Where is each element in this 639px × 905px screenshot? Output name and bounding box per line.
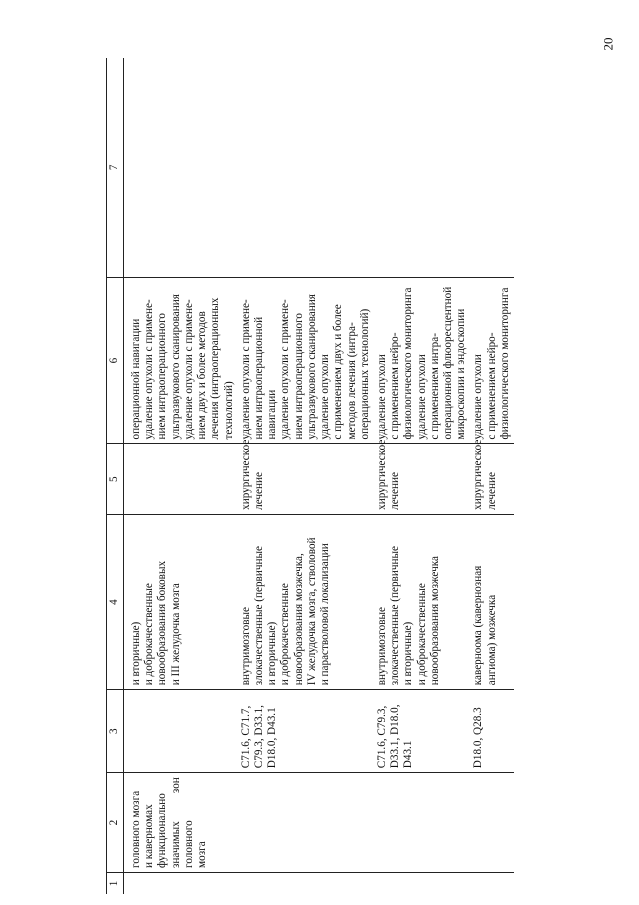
- cell-text-line: ультразвукового сканирования: [169, 294, 182, 440]
- cell-text-line: D43.1: [402, 740, 415, 769]
- cell-text-line: с применением нейро-: [485, 332, 498, 440]
- header-col-3: 3: [107, 690, 124, 773]
- cell-text-line: внутримозговые: [239, 607, 252, 686]
- cell-text-line: с применением интра-: [428, 333, 441, 440]
- cell-text-line: новообразования мозжечка,: [292, 553, 305, 686]
- cell-text-line: хирургическое: [375, 439, 388, 510]
- table-cell-col-1: [374, 872, 471, 894]
- table-body: [124, 58, 515, 894]
- table-cell-col-6: [470, 277, 514, 444]
- cell-text-line: лечения (интраоперационных: [209, 297, 222, 440]
- cell-text-line: физиологического мониторинга: [402, 287, 415, 440]
- table-cell-col-7: [470, 58, 514, 277]
- table-cell-col-7: [124, 58, 238, 277]
- cell-text-line: и III желудочка мозга: [169, 583, 182, 686]
- cell-text-line: микроскопии и эндоскопии: [455, 308, 468, 440]
- cell-text-line: C71.6, C79.3,: [375, 705, 388, 769]
- table-cell-col-7: [374, 58, 471, 277]
- cell-text-line: новообразования боковых: [156, 560, 169, 686]
- cell-text-line: операционных технологий): [358, 308, 371, 440]
- cell-text-line: функционально: [156, 793, 169, 868]
- cell-text-line: мозга: [196, 841, 209, 868]
- cell-text-line: злокачественные (первичные: [252, 546, 265, 686]
- cell-text-line: удаление опухоли: [415, 354, 428, 440]
- medical-services-table: [106, 58, 514, 894]
- cell-text-line: IV желудочка мозга, стволовой: [305, 537, 318, 686]
- cell-text-line: операционной флюоресцентной: [442, 286, 455, 440]
- cell-text-line: лечение: [389, 472, 402, 510]
- cell-text-line: злокачественные (первичные: [389, 546, 402, 686]
- cell-text-line: C79.3, D33.1,: [252, 705, 265, 769]
- cell-text-line: удаление опухоли с примене-: [143, 299, 156, 440]
- cell-text-line: и вторичные): [130, 621, 142, 686]
- cell-text-line: удаление опухоли: [472, 354, 485, 440]
- cell-text-line: внутримозговые: [375, 607, 388, 686]
- table-cell-col-5: [470, 439, 514, 514]
- cell-text-line: и вторичные): [402, 621, 415, 686]
- cell-text-line: физиологического мониторинга: [498, 287, 511, 440]
- cell-text-line: нием интраоперационного: [292, 312, 305, 440]
- header-col-6: 6: [107, 277, 124, 444]
- table-cell-col-6: [238, 277, 374, 444]
- table-row: [470, 58, 514, 894]
- cell-text-line: хирургическое: [239, 439, 252, 510]
- cell-text-line: и парастволовой локализации: [319, 543, 332, 686]
- cell-text-line: хирургическое: [472, 439, 485, 510]
- table-cell-col-6: [124, 277, 238, 444]
- cell-text-line: удаление опухоли: [375, 354, 388, 440]
- cell-text-line: и каверномах: [143, 804, 156, 868]
- cell-text-line: удаление опухоли с примене-: [279, 299, 292, 440]
- cell-text-line: ультразвукового сканирования: [305, 294, 318, 440]
- cell-text-line: D18.0, Q28.3: [472, 707, 485, 769]
- cell-text-line: ангиома) мозжечка: [485, 594, 498, 686]
- cell-text-line: значимых зон головного: [169, 777, 195, 868]
- cell-text-line: и вторичные): [266, 621, 279, 686]
- table-cell-col-2: [374, 773, 471, 873]
- table-cell-col-1: [238, 872, 374, 894]
- table-cell-col-4: [238, 514, 374, 689]
- column-number-header: [107, 58, 124, 894]
- cell-text-line: нием интраоперационного: [156, 312, 169, 440]
- cell-text-line: технологий): [222, 381, 235, 440]
- header-col-7: 7: [107, 58, 124, 277]
- cell-text-line: и доброкачественные: [415, 583, 428, 686]
- cell-text-line: D33.1, D18.0,: [389, 704, 402, 769]
- table-row: [238, 58, 374, 894]
- header-col-5: 5: [107, 444, 124, 514]
- cell-text-line: и доброкачественные: [279, 583, 292, 686]
- cell-text-line: с применением нейро-: [389, 332, 402, 440]
- table-cell-col-4: [470, 514, 514, 689]
- cell-text-line: D18.0, D43.1: [266, 707, 279, 769]
- table-cell-col-3: [124, 690, 238, 773]
- cell-text-line: удаление опухоли с примене-: [182, 299, 195, 440]
- table-cell-col-7: [238, 58, 374, 277]
- cell-text-line: новообразования мозжечка: [428, 556, 441, 686]
- header-col-1: 1: [107, 872, 124, 894]
- table-cell-col-2: [238, 773, 374, 873]
- cell-text-line: лечение: [485, 472, 498, 510]
- cell-text-line: методов лечения (интра-: [345, 322, 358, 440]
- table-cell-col-2: [470, 773, 514, 873]
- table-cell-col-3: [374, 690, 471, 773]
- cell-text-line: удаление опухоли: [319, 354, 332, 440]
- table-cell-col-4: [124, 514, 238, 689]
- table-row: [374, 58, 471, 894]
- cell-text-line: лечение: [252, 472, 265, 510]
- table-cell-col-5: [374, 439, 471, 514]
- rotated-table-container: [106, 58, 586, 894]
- cell-text-line: удаление опухоли с примене-: [239, 299, 252, 440]
- table-row: [124, 58, 238, 894]
- cell-text-line: C71.6, C71.7,: [239, 705, 252, 769]
- header-col-4: 4: [107, 514, 124, 689]
- table-cell-col-4: [374, 514, 471, 689]
- table-cell-col-3: [238, 690, 374, 773]
- table-cell-col-3: [470, 690, 514, 773]
- cell-text-line: с применением двух и более: [332, 304, 345, 440]
- table-cell-col-1: [470, 872, 514, 894]
- cell-text-line: нием двух и более методов: [196, 311, 209, 440]
- cell-text-line: операционной навигации: [130, 318, 142, 440]
- table-cell-col-5: [238, 439, 374, 514]
- cell-text-line: и доброкачественные: [143, 583, 156, 686]
- cell-text-line: каверноома (кавернозная: [472, 565, 485, 686]
- table-cell-col-2: [124, 773, 238, 873]
- cell-text-line: головного мозга: [130, 790, 142, 868]
- table-cell-col-1: [124, 872, 238, 894]
- table-cell-col-5: [124, 444, 238, 514]
- header-col-2: 2: [107, 773, 124, 873]
- page-number: 20: [600, 37, 616, 51]
- table-cell-col-6: [374, 277, 471, 444]
- cell-text-line: навигации: [266, 389, 279, 440]
- cell-text-line: нием интраоперационной: [252, 316, 265, 440]
